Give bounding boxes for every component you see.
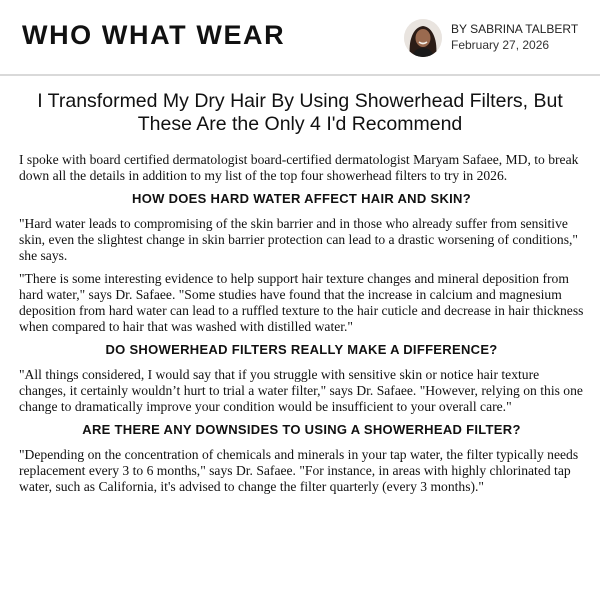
paragraph: "All things considered, I would say that if you struggle with sensitive skin or notice hair texture changes, it certainly wouldn’t hurt to trial a water filter," says Dr. Safaee. "However, relying on this one change to dramatically improve your condition would be insufficient to your overall care.": [19, 367, 583, 414]
section-heading-hard-water: HOW DOES HARD WATER AFFECT HAIR AND SKIN?: [132, 191, 471, 206]
author-photo: [404, 19, 442, 57]
paragraph: "Depending on the concentration of chemicals and minerals in your tap water, the filter typically needs replacement every 3 to 6 months," says Dr. Safaee. "For instance, in areas with highly chlorinated tap water, such as California, it's advised to change the filter quarterly (every 3 months).": [19, 447, 579, 494]
intro-paragraph: I spoke with board certified dermatologist board-certified dermatologist Maryam Safaee, MD, to break down all the details in addition to my list of the top four showerhead filters to try in 2026.: [19, 152, 579, 183]
site-header: [0, 0, 600, 76]
site-logo[interactable]: WHO WHAT WEAR: [22, 20, 286, 50]
paragraph: "There is some interesting evidence to help support hair texture changes and mineral deposition from hard water," says Dr. Safaee. "Some studies have found that the increase in calcium and magnesium deposition from hard water can lead to a ruffled texture to the hair cuticle and decrease in hair thickness when compared to hair that was washed with distilled water.": [19, 271, 584, 334]
article-title: I Transformed My Dry Hair By Using Showerhead Filters, But These Are the Only 4 I'd Recommend: [37, 90, 563, 135]
section-heading-downsides: ARE THERE ANY DOWNSIDES TO USING A SHOWERHEAD FILTER?: [82, 422, 521, 437]
article-body: [19, 152, 584, 502]
section-heading-filters-difference: DO SHOWERHEAD FILTERS REALLY MAKE A DIFFERENCE?: [105, 342, 498, 357]
byline: [451, 22, 578, 53]
publish-date: February 27, 2026: [451, 38, 550, 52]
author-avatar[interactable]: [404, 19, 442, 57]
author-name[interactable]: BY SABRINA TALBERT: [451, 22, 579, 36]
paragraph: "Hard water leads to compromising of the skin barrier and in those who already suffer from sensitive skin, even the slightest change in skin barrier protection can lead to a drastic worsening of conditions," she says.: [19, 216, 578, 263]
